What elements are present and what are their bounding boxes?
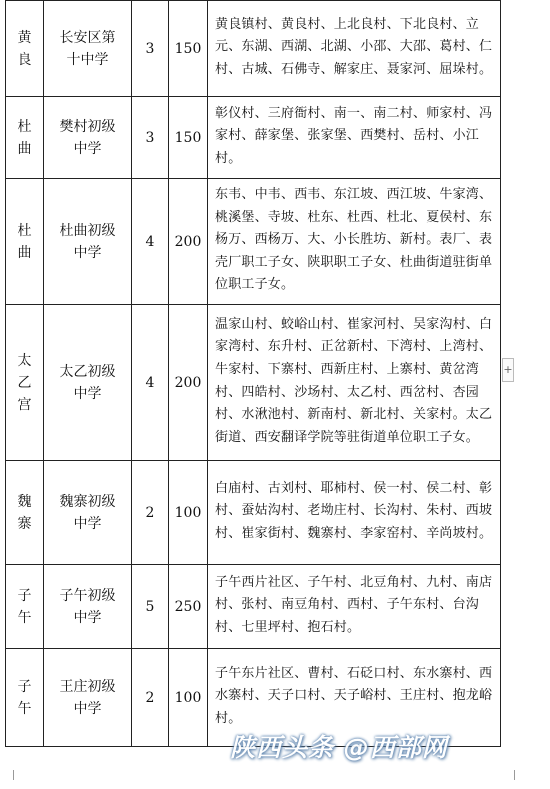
classes-cell: 4 xyxy=(132,179,169,305)
students-cell: 100 xyxy=(169,649,208,747)
town-cell: 太乙宫 xyxy=(6,305,44,461)
classes-cell: 5 xyxy=(132,565,169,649)
table-row xyxy=(6,179,501,305)
enrollment-table xyxy=(5,0,501,747)
students-cell: 200 xyxy=(169,179,208,305)
table-row xyxy=(6,97,501,179)
school-cell: 杜曲初级中学 xyxy=(44,179,132,305)
classes-cell: 4 xyxy=(132,305,169,461)
town-cell: 子午 xyxy=(6,565,44,649)
classes-cell: 3 xyxy=(132,97,169,179)
students-cell: 100 xyxy=(169,461,208,565)
classes-cell: 2 xyxy=(132,461,169,565)
page-corner-mark xyxy=(514,770,525,780)
town-cell: 杜曲 xyxy=(6,179,44,305)
villages-cell: 东韦、中韦、西韦、东江坡、西江坡、牛家湾、桃溪堡、寺坡、杜东、杜西、杜北、夏侯村、东杨万、西杨万、大、小长胜坊、新村。表厂、表壳厂职工子女、陕职职工子女、杜曲街道驻街单位职工子女。 xyxy=(208,179,501,305)
classes-cell: 3 xyxy=(132,1,169,97)
town-cell: 魏寨 xyxy=(6,461,44,565)
villages-cell: 温家山村、蛟峪山村、崔家河村、吴家沟村、白家湾村、东升村、正岔新村、下湾村、上湾村、牛家村、下寨村、西新庄村、上寨村、黄岔湾村、四皓村、沙场村、太乙村、西岔村、杏园村、水湫池村、新南村、新北村、关家村。太乙街道、西安翻译学院等驻街道单位职工子女。 xyxy=(208,305,501,461)
table-expand-button[interactable]: + xyxy=(502,358,514,382)
villages-cell: 彰仪村、三府衙村、南一、南二村、师家村、冯家村、薛家堡、张家堡、西樊村、岳村、小江村。 xyxy=(208,97,501,179)
town-cell: 杜曲 xyxy=(6,97,44,179)
table-row xyxy=(6,305,501,461)
classes-cell: 2 xyxy=(132,649,169,747)
watermark-logo: 陕西头条 @西部网 xyxy=(230,733,448,762)
students-cell: 150 xyxy=(169,97,208,179)
town-cell: 子午 xyxy=(6,649,44,747)
villages-cell: 子午东片社区、曹村、石砭口村、东水寨村、西水寨村、天子口村、天子峪村、王庄村、抱龙峪村。 xyxy=(208,649,501,747)
villages-cell: 黄良镇村、黄良村、上北良村、下北良村、立元、东湖、西湖、北湖、小邵、大邵、葛村、仁村、古城、石佛寺、解家庄、聂家河、屈垛村。 xyxy=(208,1,501,97)
school-cell: 樊村初级中学 xyxy=(44,97,132,179)
villages-cell: 白庙村、古刘村、耶柿村、侯一村、侯二村、彰村、蚕姑沟村、老坳庄村、长沟村、朱村、西坡村、崔家街村、魏寨村、李家窑村、辛尚坡村。 xyxy=(208,461,501,565)
school-cell: 太乙初级中学 xyxy=(44,305,132,461)
school-cell: 魏寨初级中学 xyxy=(44,461,132,565)
table-row xyxy=(6,565,501,649)
students-cell: 250 xyxy=(169,565,208,649)
students-cell: 150 xyxy=(169,1,208,97)
school-cell: 长安区第十中学 xyxy=(44,1,132,97)
school-cell: 王庄初级中学 xyxy=(44,649,132,747)
table-row xyxy=(6,461,501,565)
villages-cell: 子午西片社区、子午村、北豆角村、九村、南店村、张村、南豆角村、西村、子午东村、台沟村、七里坪村、抱石村。 xyxy=(208,565,501,649)
school-cell: 子午初级中学 xyxy=(44,565,132,649)
town-cell: 黄良 xyxy=(6,1,44,97)
page-corner-mark xyxy=(3,770,14,780)
table-row xyxy=(6,1,501,97)
students-cell: 200 xyxy=(169,305,208,461)
